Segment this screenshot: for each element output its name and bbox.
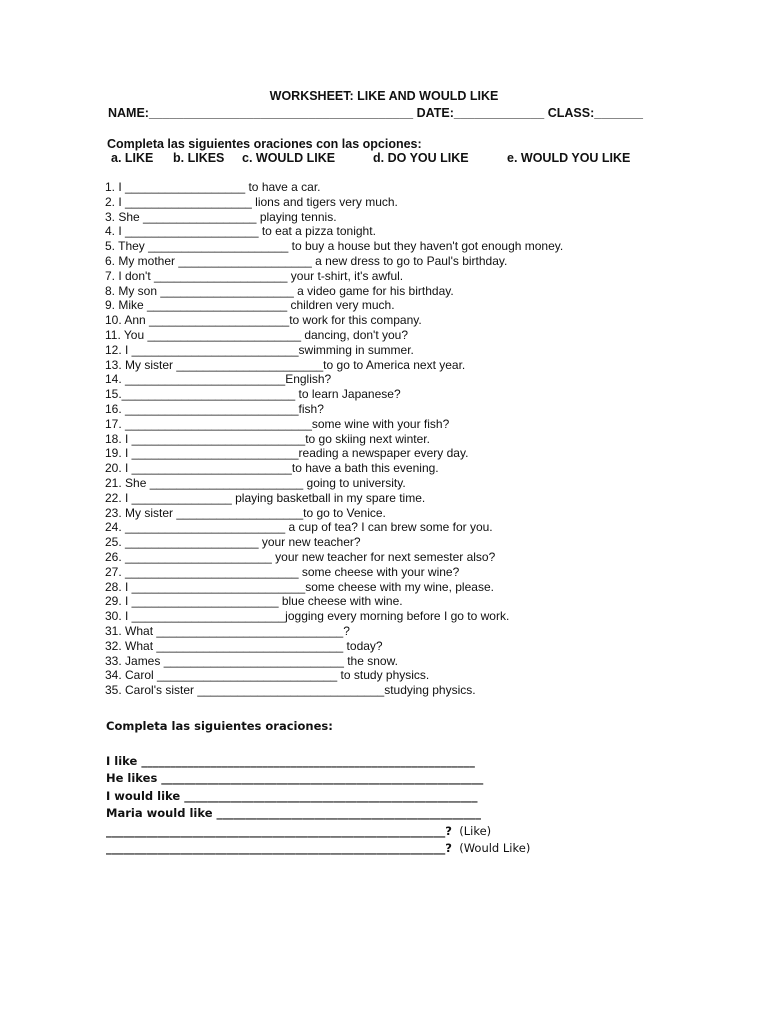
completion-line — [106, 770, 530, 787]
exercise-item: 1. I __________________ to have a car. — [105, 180, 321, 194]
completion-lines — [106, 753, 530, 857]
worksheet-title: WORKSHEET: LIKE AND WOULD LIKE — [269, 89, 499, 103]
exercise-item: 34. Carol ___________________________ to study physics. — [105, 668, 430, 683]
option-a: a. LIKE — [111, 151, 154, 165]
exercise-item: 9. Mike _____________________ children very much. — [105, 298, 395, 313]
line-blank: ________________________________________________________ — [157, 771, 484, 786]
line-question-mark: ? — [445, 823, 452, 838]
line-blank: ___________________________________________________ — [180, 788, 478, 803]
option-b: b. LIKES — [173, 151, 225, 165]
exercise-item: 4. I ____________________ to eat a pizza tonight. — [105, 224, 376, 239]
completion-line — [106, 805, 530, 822]
exercise-items — [105, 180, 563, 698]
exercise-item: 6. My mother ____________________ a new dress to go to Paul's birthday. — [105, 253, 508, 268]
completion-line — [106, 823, 530, 840]
line-hint: (Would Like) — [451, 840, 531, 855]
exercise-item: 5. They _____________________ to buy a house but they haven't got enough money. — [105, 239, 564, 254]
exercise-item: 21. She _______________________ going to university. — [105, 475, 406, 490]
exercise-item: 32. What ____________________________ today? — [105, 638, 383, 653]
exercise-item: 29. I ______________________ blue cheese with wine. — [105, 594, 403, 609]
exercise-item: 2. I ___________________ lions and tigers very much. — [105, 194, 398, 209]
option-c: c. WOULD LIKE — [242, 151, 336, 165]
exercise-item: 8. My son ____________________ a video game for his birthday. — [105, 283, 454, 298]
option-e: e. WOULD YOU LIKE — [507, 151, 631, 165]
exercise-item: 35. Carol's sister ____________________________studying physics. — [105, 683, 476, 698]
exercise-item: 16. __________________________fish? — [105, 401, 324, 416]
exercise-item: 19. I _________________________reading a newspaper every day. — [105, 446, 469, 461]
exercise-item: 20. I ________________________to have a bath this evening. — [105, 461, 439, 476]
instruction-options: Completa las siguientes oraciones con las opciones: — [107, 137, 422, 151]
exercise-item: 18. I __________________________to go skiing next winter. — [105, 431, 430, 446]
line-blank: __________________________________________________________ — [137, 754, 475, 768]
exercise-item: 31. What ____________________________? — [105, 623, 350, 638]
exercise-item: 23. My sister ___________________to go to Venice. — [105, 505, 386, 520]
line-question-mark: ? — [445, 840, 452, 855]
instruction-complete: Completa las siguientes oraciones: — [106, 719, 333, 733]
completion-line — [106, 788, 530, 805]
line-prefix: Maria would like — [106, 806, 213, 821]
line-blank: ___________________________________________________________ — [106, 840, 446, 855]
line-prefix: I would like — [106, 788, 181, 803]
exercise-item: 11. You _______________________ dancing, don't you? — [105, 327, 409, 342]
exercise-item: 17. ____________________________some wine with your fish? — [105, 416, 450, 431]
line-blank: ___________________________________________________________ — [106, 823, 446, 838]
completion-line — [106, 840, 530, 857]
name-date-class-line: NAME:______________________________________ DATE:_____________ CLASS:_______ — [108, 106, 643, 120]
line-prefix: He likes — [106, 771, 158, 786]
completion-line — [106, 753, 530, 770]
exercise-item: 30. I _______________________jogging every morning before I go to work. — [105, 609, 510, 624]
exercise-item: 25. ____________________ your new teacher? — [105, 535, 361, 550]
exercise-item: 10. Ann _____________________to work for this company. — [105, 313, 422, 328]
exercise-item: 12. I _________________________swimming in summer. — [105, 342, 414, 357]
exercise-item: 3. She _________________ playing tennis. — [105, 209, 337, 224]
line-hint: (Like) — [451, 823, 492, 838]
exercise-item: 13. My sister ______________________to go to America next year. — [105, 357, 466, 372]
option-d: d. DO YOU LIKE — [373, 151, 469, 165]
line-prefix: I like — [106, 754, 138, 768]
exercise-item: 28. I __________________________some cheese with my wine, please. — [105, 579, 494, 594]
exercise-item: 27. __________________________ some cheese with your wine? — [105, 564, 460, 579]
exercise-item: 15.__________________________ to learn Japanese? — [105, 387, 401, 402]
exercise-item: 26. ______________________ your new teacher for next semester also? — [105, 549, 496, 564]
line-blank: ______________________________________________ — [212, 806, 482, 821]
exercise-item: 7. I don't ____________________ your t-shirt, it's awful. — [105, 268, 404, 283]
exercise-item: 33. James ___________________________ the snow. — [105, 653, 398, 668]
exercise-item: 24. ________________________ a cup of tea? I can brew some for you. — [105, 520, 493, 535]
exercise-item: 22. I _______________ playing basketball in my spare time. — [105, 490, 426, 505]
exercise-item: 14. ________________________English? — [105, 372, 332, 387]
